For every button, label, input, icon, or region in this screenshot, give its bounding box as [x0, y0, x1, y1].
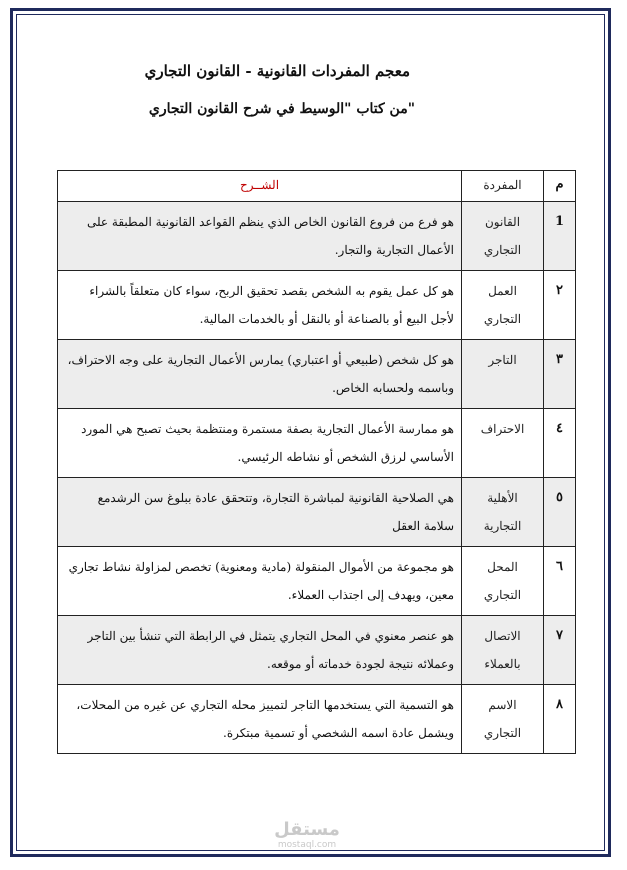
table-row	[58, 478, 576, 547]
row-number: ٧	[544, 616, 576, 685]
table-row	[58, 547, 576, 616]
row-term: التاجر	[462, 340, 544, 409]
row-number: ٤	[544, 409, 576, 478]
row-definition: هي الصلاحية القانونية لمباشرة التجارة، وتتحقق عادة ببلوغ سن الرشدمع سلامة العقل	[58, 478, 462, 547]
table-row	[58, 409, 576, 478]
watermark-sub: mostaql.com	[277, 840, 337, 850]
watermark-logo	[267, 820, 347, 850]
row-definition: هو فرع من فروع القانون الخاص الذي ينظم القواعد القانونية المطبقة على الأعمال التجارية والتجار.	[58, 202, 462, 271]
document-title: معجم المفردات القانونية - القانون التجاري	[144, 62, 410, 80]
row-number: ٥	[544, 478, 576, 547]
glossary-table	[57, 170, 576, 754]
row-number: ٣	[544, 340, 576, 409]
row-number: 1	[544, 202, 576, 271]
row-term: الاحتراف	[462, 409, 544, 478]
row-term: الاسم التجاري	[462, 685, 544, 754]
row-term: الاتصال بالعملاء	[462, 616, 544, 685]
row-term: القانون التجاري	[462, 202, 544, 271]
header-term: المفردة	[462, 171, 544, 202]
watermark-main: مستقل	[274, 819, 340, 840]
row-definition: هو كل عمل يقوم به الشخص بقصد تحقيق الربح، سواء كان متعلقاً بالشراء لأجل البيع أو بالصناعة أو بالنقل أو بالخدمات المالية.	[58, 271, 462, 340]
document-subtitle: "من كتاب "الوسيط في شرح القانون التجاري	[148, 101, 415, 117]
row-definition: هو عنصر معنوي في المحل التجاري يتمثل في الرابطة التي تنشأ بين التاجر وعملائه نتيجة لجودة خدماته أو موقعه.	[58, 616, 462, 685]
row-definition: هو مجموعة من الأموال المنقولة (مادية ومعنوية) تخصص لمزاولة نشاط تجاري معين، ويهدف إلى اجتذاب العملاء.	[58, 547, 462, 616]
row-definition: هو التسمية التي يستخدمها التاجر لتمييز محله التجاري عن غيره من المحلات، ويشمل عادة اسمه الشخصي أو تسمية مبتكرة.	[58, 685, 462, 754]
row-term: الأهلية التجارية	[462, 478, 544, 547]
row-number: ٢	[544, 271, 576, 340]
row-definition: هو كل شخص (طبيعي أو اعتباري) يمارس الأعمال التجارية على وجه الاحتراف، وباسمه ولحسابه الخاص.	[58, 340, 462, 409]
table-row	[58, 271, 576, 340]
row-number: ٦	[544, 547, 576, 616]
header-definition: الشــرح	[58, 171, 462, 202]
table-row	[58, 685, 576, 754]
row-number: ٨	[544, 685, 576, 754]
table-header-row	[58, 171, 576, 202]
table-row	[58, 340, 576, 409]
row-term: العمل التجاري	[462, 271, 544, 340]
table-row	[58, 202, 576, 271]
row-definition: هو ممارسة الأعمال التجارية بصفة مستمرة ومنتظمة بحيث تصبح هي المورد الأساسي لرزق الشخص أو نشاطه الرئيسي.	[58, 409, 462, 478]
header-number: م	[544, 171, 576, 202]
table-row	[58, 616, 576, 685]
row-term: المحل التجاري	[462, 547, 544, 616]
